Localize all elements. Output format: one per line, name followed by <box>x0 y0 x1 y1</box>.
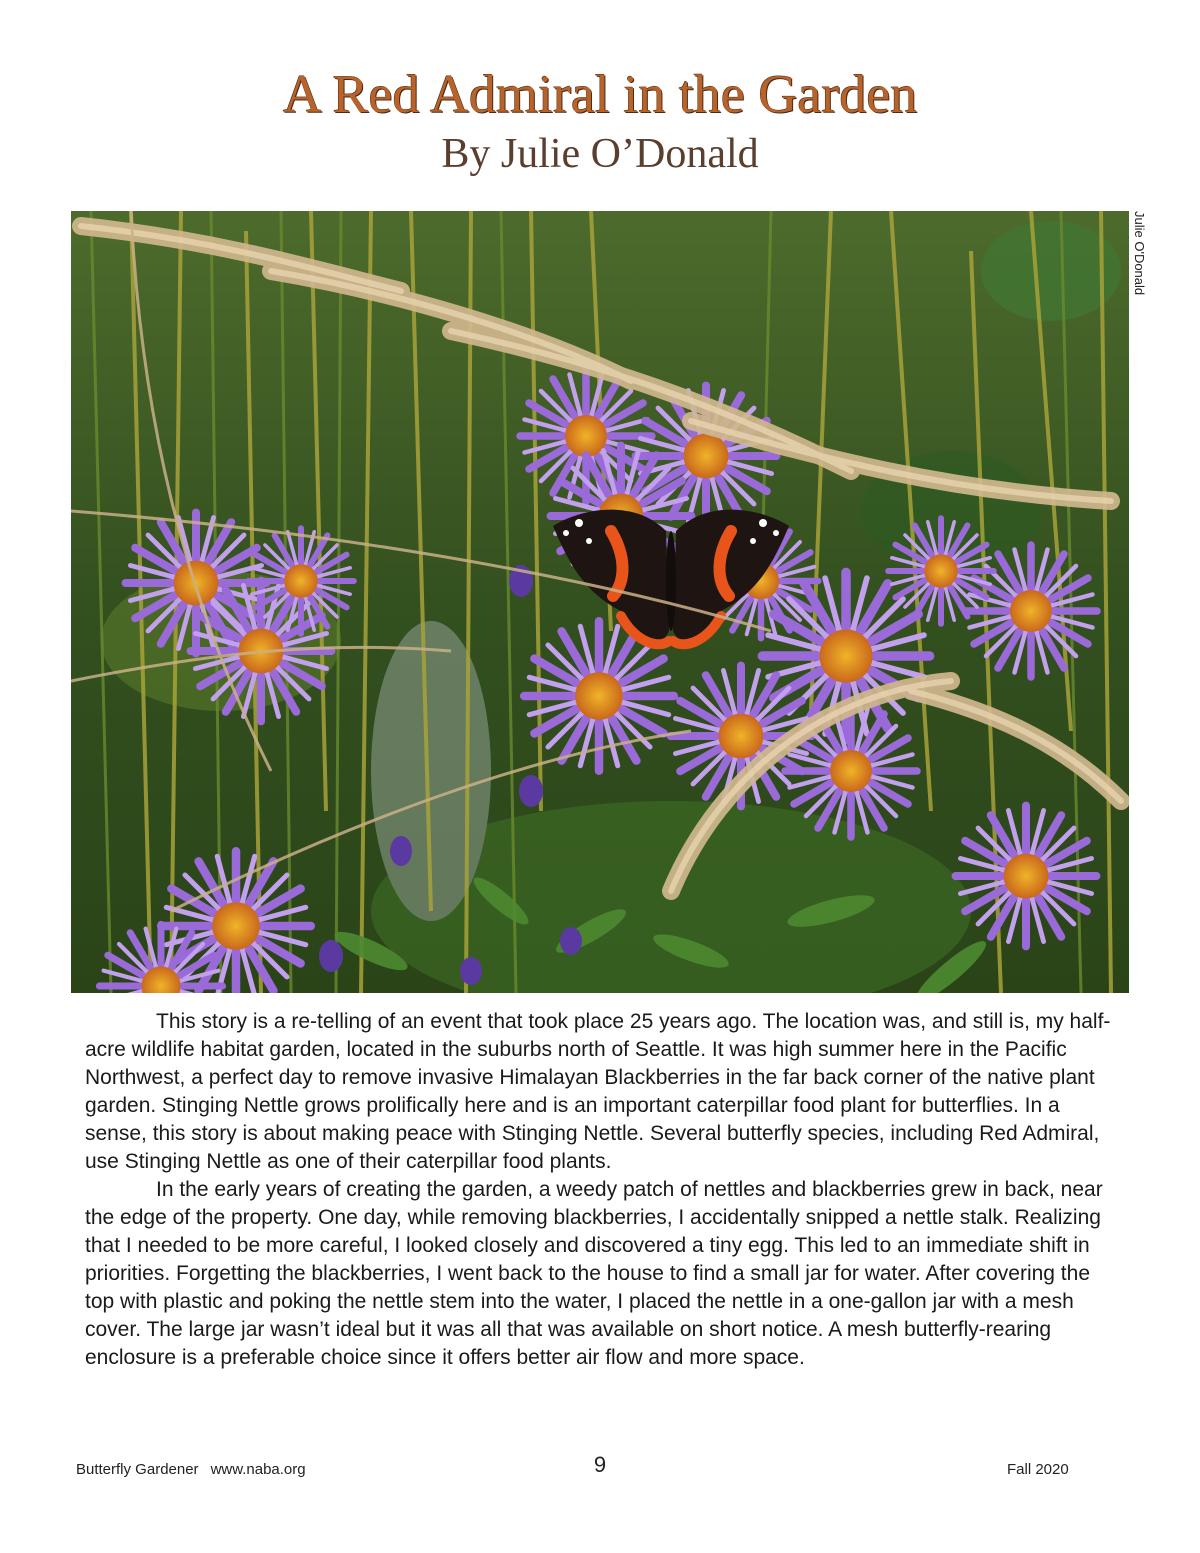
article-body <box>85 1008 1125 1372</box>
article-paragraph: This story is a re-telling of an event that took place 25 years ago. The location was, and still is, my half-acre wildlife habitat garden, located in the suburbs north of Seattle. It was high summer here in the Pacific Northwest, a perfect day to remove invasive Himalayan Blackberries in the far back corner of the native plant garden. Stinging Nettle grows prolifically here and is an important caterpillar food plant for butterflies. In a sense, this story is about making peace with Stinging Nettle. Several butterfly species, including Red Admiral, use Stinging Nettle as one of their caterpillar food plants. <box>85 1010 1111 1173</box>
issue-label: Fall 2020 <box>1007 1461 1069 1478</box>
page-number: 9 <box>593 1452 607 1477</box>
article-paragraph: In the early years of creating the garden, a weedy patch of nettles and blackberries grew in back, near the edge of the property. One day, while removing blackberries, I accidentally snipped a nettle stalk. Realizing that I needed to be more careful, I looked closely and discovered a tiny egg. This led to an immediate shift in priorities. Forgetting the blackberries, I went back to the house to find a small jar for water. After covering the top with plastic and poking the nettle stem into the water, I placed the nettle in a one-gallon jar with a mesh cover. The large jar wasn’t ideal but it was all that was available on short notice. A mesh butterfly-rearing enclosure is a preferable choice since it offers better air flow and more space. <box>85 1178 1103 1369</box>
photo-credit: Julie O'Donald <box>1132 211 1147 296</box>
website-link[interactable]: www.naba.org <box>210 1461 306 1478</box>
publication-name: Butterfly Gardener <box>76 1461 199 1478</box>
article-byline: By Julie O’Donald <box>441 131 759 177</box>
article-title: A Red Admiral in the Garden <box>282 64 918 124</box>
red-admiral-photo <box>71 211 1129 993</box>
